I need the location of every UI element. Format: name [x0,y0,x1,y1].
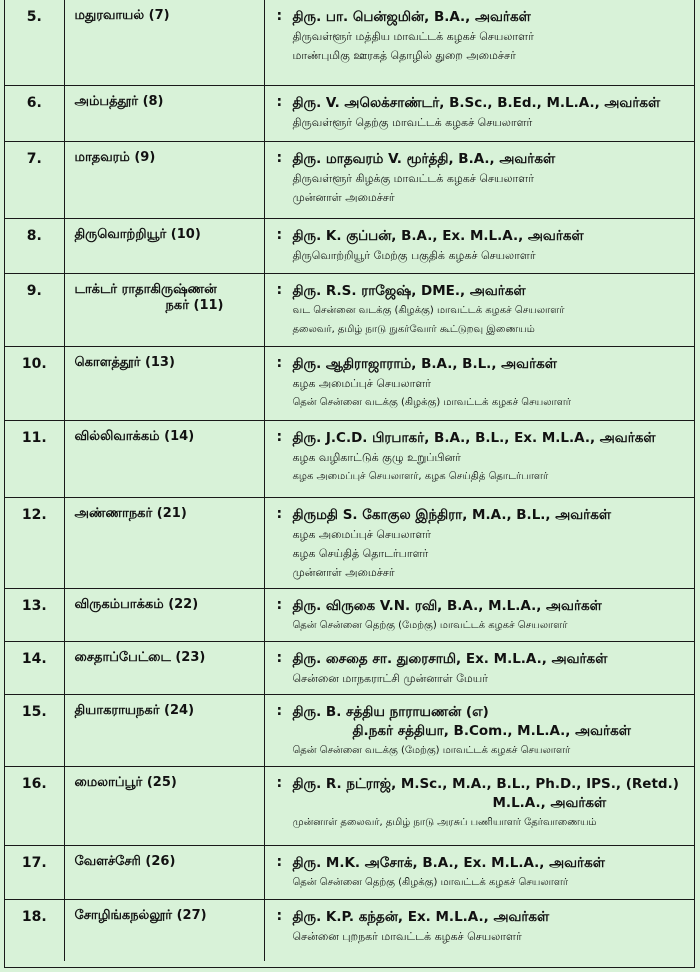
serial-number: 11. [5,420,64,497]
constituency-name: திருவொற்றியூர் (10) [74,226,201,242]
candidate-role: முன்னாள் தலைவர், தமிழ் நாடு அரசுப் பணியாளர் தேர்வாணையம் [292,816,597,828]
candidate-detail [264,694,694,766]
serial-number: 16. [5,766,64,845]
candidate-detail [264,0,694,85]
candidate-name: திரு. R.S. ராஜேஷ், DME., அவர்கள் [292,282,526,299]
constituency-cell [64,346,264,420]
serial-number: 9. [5,273,64,346]
colon-separator: : [276,774,283,791]
constituency-name-continued: நகர் (11) [165,297,224,313]
colon-separator: : [276,907,283,924]
candidate-role: திருவொற்றியூர் மேற்கு பகுதிக் கழகச் செயலாளர் [292,248,536,262]
constituency-cell [64,273,264,346]
constituency-cell [64,218,264,273]
constituency-cell [64,0,264,85]
candidate-detail [264,641,694,694]
serial-number: 15. [5,694,64,766]
candidate-role: கழக அமைப்புச் செயலாளர் [292,527,431,541]
candidate-role: சென்னை மாநகராட்சி முன்னாள் மேயர் [292,671,488,685]
table-row [5,141,694,218]
colon-separator: : [276,8,283,24]
candidate-role: முன்னாள் அமைச்சர் [292,565,395,579]
candidate-detail [264,420,694,497]
candidate-detail [264,218,694,273]
candidate-role: சென்னை புறநகர் மாவட்டக் கழகச் செயலாளர் [292,929,522,943]
colon-separator: : [276,505,283,522]
table-row [5,641,694,694]
candidate-role: கழக அமைப்புச் செயலாளர், கழக செய்தித் தொடர்பாளர் [292,470,549,482]
constituency-cell [64,420,264,497]
serial-number: 10. [5,346,64,420]
constituency-name: சோழிங்கநல்லூர் (27) [74,907,207,923]
candidate-role: வட சென்னை வடக்கு (கிழக்கு) மாவட்டக் கழகச் செயலாளர் [292,304,565,316]
table-row [5,273,694,346]
constituency-cell [64,497,264,588]
candidate-detail [264,766,694,845]
constituency-cell [64,899,264,961]
candidate-name: திரு. மாதவரம் V. மூர்த்தி, B.A., அவர்கள் [292,150,556,167]
candidate-detail [264,497,694,588]
candidate-table [5,0,694,961]
colon-separator: : [276,428,283,445]
candidate-role: திருவள்ளூர் தெற்கு மாவட்டக் கழகச் செயலாளர் [292,115,533,129]
colon-separator: : [276,853,283,870]
serial-number: 8. [5,218,64,273]
candidate-role: தென் சென்னை தெற்கு (மேற்கு) மாவட்டக் கழகச் செயலாளர் [292,619,568,631]
constituency-name: கொளத்தூர் (13) [74,354,175,370]
constituency-name: மாதவரம் (9) [74,149,156,165]
table-row [5,845,694,899]
candidate-name: திருமதி S. கோகுல இந்திரா, M.A., B.L., அவர்கள் [292,506,612,523]
candidate-name-continued: M.L.A., அவர்கள் [492,794,607,811]
constituency-name: வேளச்சேரி (26) [74,853,176,869]
constituency-cell [64,766,264,845]
serial-number: 14. [5,641,64,694]
table-row [5,420,694,497]
candidate-name: திரு. K. குப்பன், B.A., Ex. M.L.A., அவர்கள் [292,227,584,244]
candidate-role: தலைவர், தமிழ் நாடு நுகர்வோர் கூட்டுறவு இணையம் [292,323,535,335]
candidate-role: தென் சென்னை வடக்கு (மேற்கு) மாவட்டக் கழகச் செயலாளர் [292,744,571,756]
table-row [5,899,694,961]
table-row [5,694,694,766]
table-row [5,0,694,85]
candidate-detail [264,845,694,899]
candidate-name: திரு. விருகை V.N. ரவி, B.A., M.L.A., அவர்கள் [292,597,602,614]
constituency-name: மைலாப்பூர் (25) [74,774,177,790]
serial-number: 13. [5,588,64,641]
candidate-name: திரு. J.C.D. பிரபாகர், B.A., B.L., Ex. M.L.A., அவர்கள் [292,429,656,446]
colon-separator: : [276,354,283,371]
serial-number: 7. [5,141,64,218]
candidate-name: திரு. பா. பென்ஜமின், B.A., அவர்கள் [292,9,531,25]
serial-number: 17. [5,845,64,899]
serial-number: 12. [5,497,64,588]
serial-number: 18. [5,899,64,961]
candidate-role: திருவள்ளூர் மத்திய மாவட்டக் கழகச் செயலாளர் [292,30,534,43]
colon-separator: : [276,649,283,666]
constituency-name: டாக்டர் ராதாகிருஷ்ணன் [74,281,217,297]
candidate-role: தென் சென்னை தெற்கு (கிழக்கு) மாவட்டக் கழகச் செயலாளர் [292,876,569,888]
candidate-detail [264,85,694,141]
constituency-name: வில்லிவாக்கம் (14) [74,428,195,444]
constituency-cell [64,588,264,641]
candidate-name: திரு. சைதை சா. துரைசாமி, Ex. M.L.A., அவர்கள் [292,650,608,667]
candidate-detail [264,899,694,961]
constituency-name: சைதாப்பேட்டை (23) [74,649,206,665]
candidate-name: திரு. K.P. கந்தன், Ex. M.L.A., அவர்கள் [292,908,550,925]
table-row [5,497,694,588]
candidate-role: கழக அமைப்புச் செயலாளர் [292,376,431,390]
candidate-name: திரு. B. சத்திய நாராயணன் (எ) [292,703,489,720]
table-row [5,588,694,641]
constituency-cell [64,85,264,141]
table-row [5,766,694,845]
serial-number: 5. [5,0,64,85]
constituency-cell [64,141,264,218]
constituency-cell [64,694,264,766]
candidate-name: திரு. V. அலெக்சாண்டர், B.Sc., B.Ed., M.L.A., அவர்கள் [292,94,661,111]
constituency-name: அண்ணாநகர் (21) [74,505,187,521]
candidate-name: திரு. M.K. அசோக், B.A., Ex. M.L.A., அவர்கள் [292,854,605,871]
candidate-role: மாண்புமிகு ஊரகத் தொழில் துறை அமைச்சர் [292,49,516,62]
constituency-name: விருகம்பாக்கம் (22) [74,596,199,612]
colon-separator: : [276,226,283,243]
candidate-role: கழக வழிகாட்டுக் குழு உறுப்பினர் [292,450,461,464]
candidate-name: திரு. R. நட்ராஜ், M.Sc., M.A., B.L., Ph.D., IPS., (Retd.) [292,775,679,792]
constituency-cell [64,641,264,694]
serial-number: 6. [5,85,64,141]
colon-separator: : [276,93,283,110]
candidate-detail [264,588,694,641]
candidate-role: தென் சென்னை வடக்கு (கிழக்கு) மாவட்டக் கழகச் செயலாளர் [292,396,571,408]
constituency-name: மதுரவாயல் (7) [74,8,170,23]
candidate-detail [264,141,694,218]
colon-separator: : [276,149,283,166]
colon-separator: : [276,596,283,613]
candidate-role: கழக செய்தித் தொடர்பாளர் [292,546,429,560]
candidate-detail [264,346,694,420]
constituency-name: தியாகராயநகர் (24) [74,702,195,718]
colon-separator: : [276,702,283,719]
table-row [5,346,694,420]
candidate-list-page [4,0,695,968]
candidate-name: திரு. ஆதிராஜாராம், B.A., B.L., அவர்கள் [292,355,557,372]
colon-separator: : [276,281,283,298]
table-row [5,218,694,273]
candidate-detail [264,273,694,346]
constituency-cell [64,845,264,899]
constituency-name: அம்பத்தூர் (8) [74,93,164,109]
candidate-role: முன்னாள் அமைச்சர் [292,190,395,204]
candidate-name-continued: தி.நகர் சத்தியா, B.Com., M.L.A., அவர்கள் [352,722,631,739]
table-row [5,85,694,141]
candidate-role: திருவள்ளூர் கிழக்கு மாவட்டக் கழகச் செயலாளர் [292,171,534,185]
